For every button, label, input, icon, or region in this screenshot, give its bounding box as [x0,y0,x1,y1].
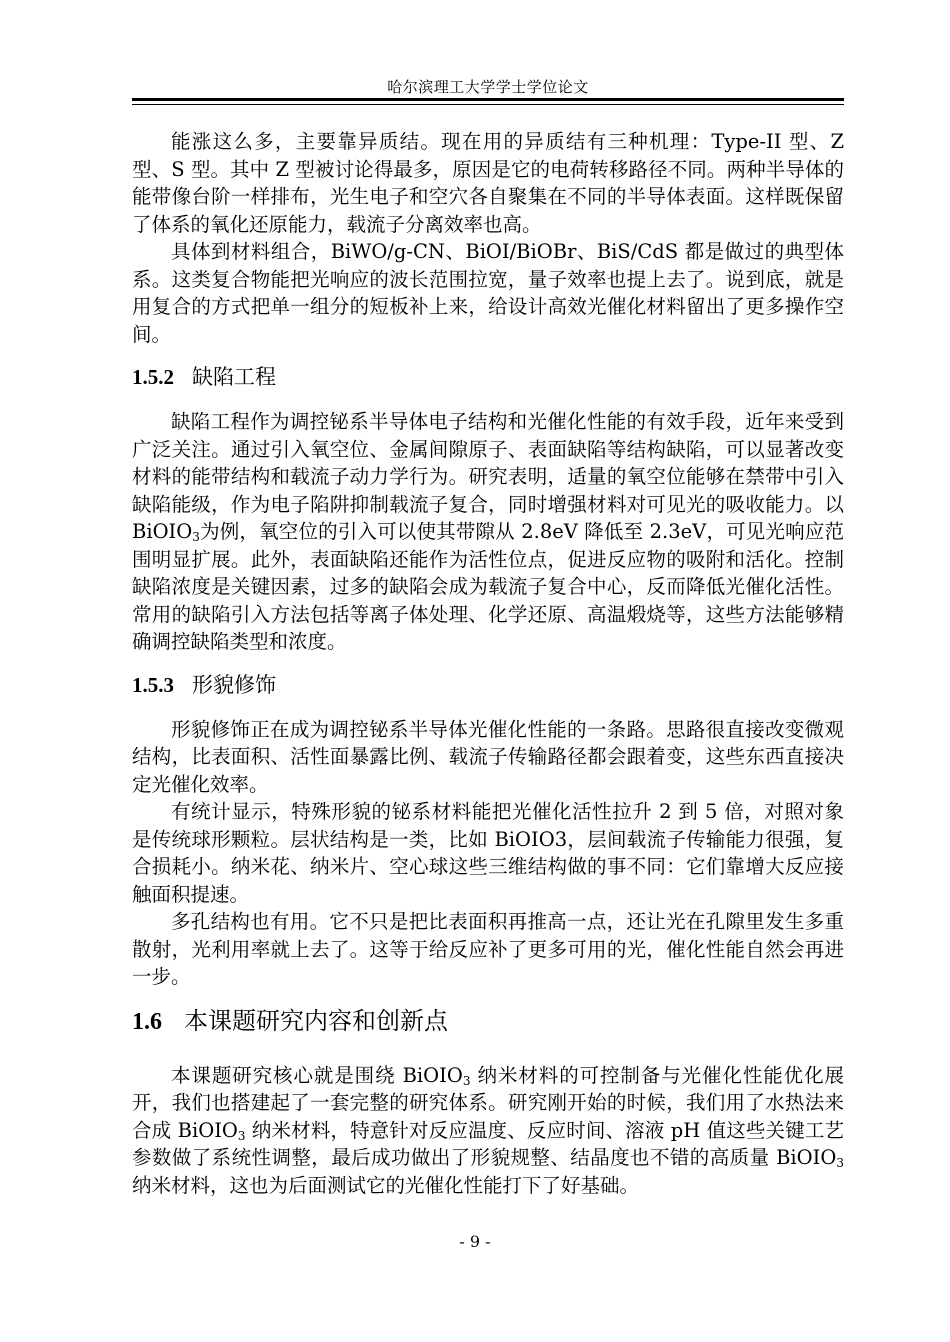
body-paragraph [132,408,844,656]
text-segment: 为例，氧空位的引入可以使其带隙从 2.8eV 降低至 2.3eV，可见光响应范围明显扩展。此外，表面缺陷还能作为活性位点，促进反应物的吸附和活化。控制缺陷浓度是关键因素，过多的缺陷会成为载流子复合中心，反而降低光催化活性。常用的缺陷引入方法包括等离子体处理、化学还原、高温煅烧等，这些方法能够精确调控缺陷类型和浓度。 [132,520,844,653]
subscript: 3 [237,1128,246,1143]
section-title: 缺陷工程 [192,365,276,389]
section-title: 形貌修饰 [192,672,276,697]
page-number: - 9 - [459,1232,491,1251]
text-segment: 纳米材料，特意针对反应温度、反应时间、溶液 pH 值这些关键工艺参数做了系统性调整，最后成功做出了形貌规整、结晶度也不错的高质量 BiOIO [132,1118,844,1169]
page-content [132,128,844,1199]
text-segment: 纳米材料，这也为后面测试它的光催化性能打下了好基础。 [132,1173,640,1197]
body-paragraph [132,1062,844,1200]
header-rule-thin [132,104,844,105]
running-header: 哈尔滨理工大学学士学位论文 [387,78,589,96]
section-title: 本课题研究内容和创新点 [184,1006,448,1035]
body-paragraph: 形貌修饰正在成为调控铋系半导体光催化性能的一条路。思路很直接改变微观结构，比表面积、活性面暴露比例、载流子传输路径都会跟着变，这些东西直接决定光催化效率。 [132,717,844,796]
section-number: 1.6 [132,1008,162,1035]
body-paragraph: 有统计显示，特殊形貌的铋系材料能把光催化活性拉升 2 到 5 倍，对照对象是传统球形颗粒。层状结构是一类，比如 BiOIO3，层间载流子传输能力很强，复合损耗小。纳米花、纳米片、空心球这些三维结构做的事不同：它们靠增大反应接触面积提速。 [132,800,844,906]
text-segment: 缺陷工程作为调控铋系半导体电子结构和光催化性能的有效手段，近年来受到广泛关注。通过引入氧空位、金属间隙原子、表面缺陷等结构缺陷，可以显著改变材料的能带结构和载流子动力学行为。研究表明，适量的氧空位能够在禁带中引入缺陷能级，作为电子陷阱抑制载流子复合，同时增强材料对可见光的吸收能力。以 BiOIO [132,410,844,543]
header-rule-thick [132,98,844,101]
section-heading-1-6 [132,1001,844,1042]
section-heading-1-5-2 [132,360,844,394]
section-number: 1.5.2 [132,365,174,389]
subscript: 3 [462,1073,471,1088]
subscript: 3 [192,530,200,544]
subscript: 3 [836,1156,844,1170]
section-number: 1.5.3 [132,672,174,697]
text-segment: 本课题研究核心就是围绕 BiOIO [171,1063,463,1087]
text-segment: 纳米材料的可控制备与光催化性能优化展开，我们也搭建起了一套完整的研究体系。研究刚开始的时候，我们用了水热法来合成 BiOIO [132,1063,844,1142]
body-paragraph: 多孔结构也有用。它不只是把比表面积再推高一点，还让光在孔隙里发生多重散射，光利用率就上去了。这等于给反应补了更多可用的光，催化性能自然会再进一步。 [132,910,844,988]
section-heading-1-5-3 [132,668,844,702]
body-paragraph: 能涨这么多，主要靠异质结。现在用的异质结有三种机理：Type-II 型、Z 型、S 型。其中 Z 型被讨论得最多，原因是它的电荷转移路径不同。两种半导体的能带像台阶一样排布，光生电子和空穴各自聚集在不同的半导体表面。这样既保留了体系的氧化还原能力，载流子分离效率也高。 [132,130,844,236]
body-paragraph: 具体到材料组合，BiWO/g-CN、BiOI/BiOBr、BiS/CdS 都是做过的典型体系。这类复合物能把光响应的波长范围拉宽，量子效率也提上去了。说到底，就是用复合的方式把单一组分的短板补上来，给设计高效光催化材料留出了更多操作空间。 [132,240,844,346]
